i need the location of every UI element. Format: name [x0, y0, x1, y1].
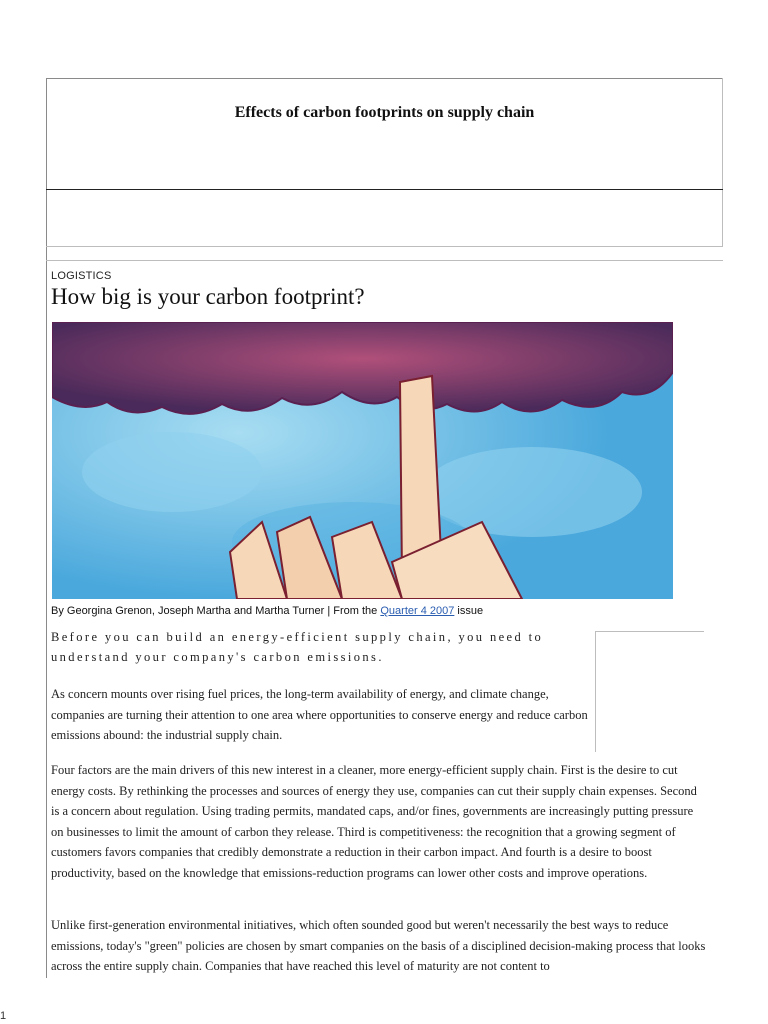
sidebar-box — [595, 631, 704, 752]
article-lede: Before you can build an energy-efficient supply chain, you need to understand your company's carbon emissions. — [51, 630, 544, 664]
document-title: Effects of carbon footprints on supply chain — [234, 104, 535, 121]
page-number: 1 — [0, 1010, 7, 1022]
article-headline: How big is your carbon footprint? — [51, 284, 365, 309]
article-paragraph: Four factors are the main drivers of this new interest in a cleaner, more energy-efficient supply chain. First is the desire to cut energy costs. By rethinking the processes and sources of energy they use, companies can cut their supply chain expenses. Second is a concern about regulation. Using trading permits, mandated caps, and/or fines, governments are increasingly putting pressure on businesses to limit the amount of carbon they release. Third is competitiveness: the recognition that a growing segment of customers favors companies that credibly demonstrate a reduction in their carbon impact. And fourth is a desire to boost productivity, based on the knowledge that emissions-reduction programs can lower other costs and improve operations. — [51, 763, 697, 880]
byline-text: By Georgina Grenon, Joseph Martha and Martha Turner | From the — [51, 605, 381, 617]
article-top-rule — [46, 260, 723, 261]
byline-suffix: issue — [454, 605, 484, 617]
top-rule — [46, 78, 723, 79]
issue-link[interactable]: Quarter 4 2007 — [380, 605, 455, 617]
page-frame-left — [46, 78, 47, 978]
article-byline — [51, 605, 483, 617]
hero-illustration — [52, 322, 673, 599]
article-paragraph: Unlike first-generation environmental initiatives, which often sounded good but weren't necessarily the best ways to reduce emissions, today's "green" policies are chosen by smart companies on the basis of a disciplined decision-making process that looks across the entire supply chain. Companies that have reached this level of maturity are not content to — [51, 918, 706, 974]
section-label: LOGISTICS — [51, 270, 112, 282]
title-rule — [46, 189, 723, 190]
factory-smoke-illustration — [52, 322, 673, 599]
header-rule — [46, 246, 723, 247]
article-paragraph: As concern mounts over rising fuel prices, the long-term availability of energy, and climate change, companies are turning their attention to one area where opportunities to conserve energy and reduce carbon emissions abound: the industrial supply chain. — [51, 687, 588, 743]
